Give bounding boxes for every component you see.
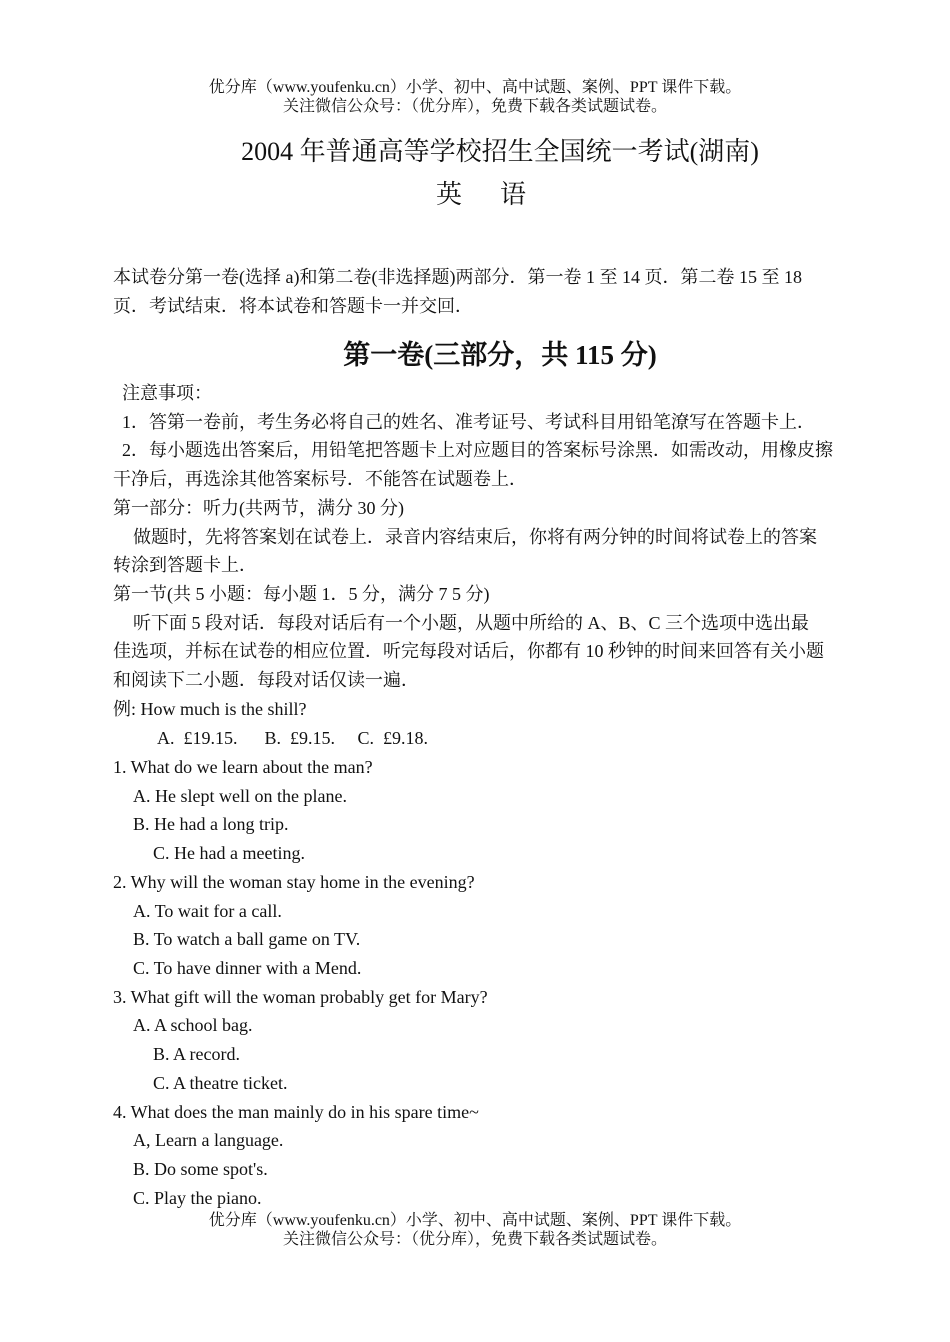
question-4-option-c: C. Play the piano.	[133, 1188, 262, 1208]
footer-line-1: 优分库（www.youfenku.cn）小学、初中、高中试题、案例、PPT 课件下载。	[208, 1212, 742, 1229]
question-1-stem: 1. What do we learn about the man?	[113, 757, 373, 777]
header-line-1: 优分库（www.youfenku.cn）小学、初中、高中试题、案例、PPT 课件下载。	[208, 79, 742, 96]
question-3-stem: 3. What gift will the woman probably get for Mary?	[113, 987, 488, 1007]
subject-title: 英语	[435, 180, 564, 209]
part1-instruction-line-1: 做题时，先将答案划在试卷上．录音内容结束后，你将有两分钟的时间将试卷上的答案	[133, 527, 817, 547]
question-1-option-a: A. He slept well on the plane.	[133, 786, 347, 806]
notes-item-1: 1．答第一卷前，考生务必将自己的姓名、准考证号、考试科目用铅笔潦写在答题卡上．	[122, 412, 815, 432]
footer-line-2: 关注微信公众号：（优分库），免费下载各类试题试卷。	[282, 1231, 667, 1248]
notes-item-2-line-1: 2．每小题选出答案后，用铅笔把答题卡上对应题目的答案标号涂黑．如需改动，用橡皮擦	[122, 440, 833, 460]
question-1-option-c: C. He had a meeting.	[153, 843, 305, 863]
section-title: 第一卷(三部分，共 115 分)	[343, 340, 657, 370]
question-3-option-b: B. A record.	[153, 1044, 240, 1064]
question-1-option-b: B. He had a long trip.	[133, 814, 289, 834]
notes-item-2-line-2: 干净后，再选涂其他答案标号．不能答在试题卷上．	[113, 469, 527, 489]
example-question: 例: How much is the shill?	[113, 699, 307, 719]
question-2-option-b: B. To watch a ball game on TV.	[133, 929, 361, 949]
question-4-option-b: B. Do some spot's.	[133, 1159, 268, 1179]
notes-heading: 注意事项：	[122, 383, 212, 403]
section1-instruction-line-1: 听下面 5 段对话．每段对话后有一个小题，从题中所给的 A、B、C 三个选项中选出最	[133, 613, 810, 633]
section1-heading: 第一节(共 5 小题：每小题 1．5 分，满分 7 5 分)	[113, 584, 490, 604]
exam-title: 2004 年普通高等学校招生全国统一考试(湖南)	[241, 137, 759, 166]
intro-line-2: 页．考试结束．将本试卷和答题卡一并交回．	[113, 296, 473, 316]
section1-instruction-line-3: 和阅读下二小题．每段对话仅读一遍．	[113, 670, 419, 690]
question-4-stem: 4. What does the man mainly do in his spare time~	[113, 1102, 479, 1122]
question-3-option-a: A. A school bag.	[133, 1015, 253, 1035]
section1-instruction-line-2: 佳选项，并标在试卷的相应位置．听完每段对话后，你都有 10 秒钟的时间来回答有关小题	[113, 641, 824, 661]
example-options: A. £19.15. B. £9.15. C. £9.18.	[157, 728, 429, 748]
header-line-2: 关注微信公众号：（优分库），免费下载各类试题试卷。	[282, 98, 667, 115]
question-3-option-c: C. A theatre ticket.	[153, 1073, 288, 1093]
question-4-option-a: A, Learn a language.	[133, 1130, 284, 1150]
question-2-stem: 2. Why will the woman stay home in the evening?	[113, 872, 475, 892]
question-2-option-a: A. To wait for a call.	[133, 901, 282, 921]
part1-heading: 第一部分：听力(共两节，满分 30 分)	[113, 498, 404, 518]
part1-instruction-line-2: 转涂到答题卡上．	[113, 555, 257, 575]
intro-line-1: 本试卷分第一卷(选择 a)和第二卷(非选择题)两部分．第一卷 1 至 14 页．第二卷 15 至 18	[113, 267, 802, 287]
question-2-option-c: C. To have dinner with a Mend.	[133, 958, 362, 978]
